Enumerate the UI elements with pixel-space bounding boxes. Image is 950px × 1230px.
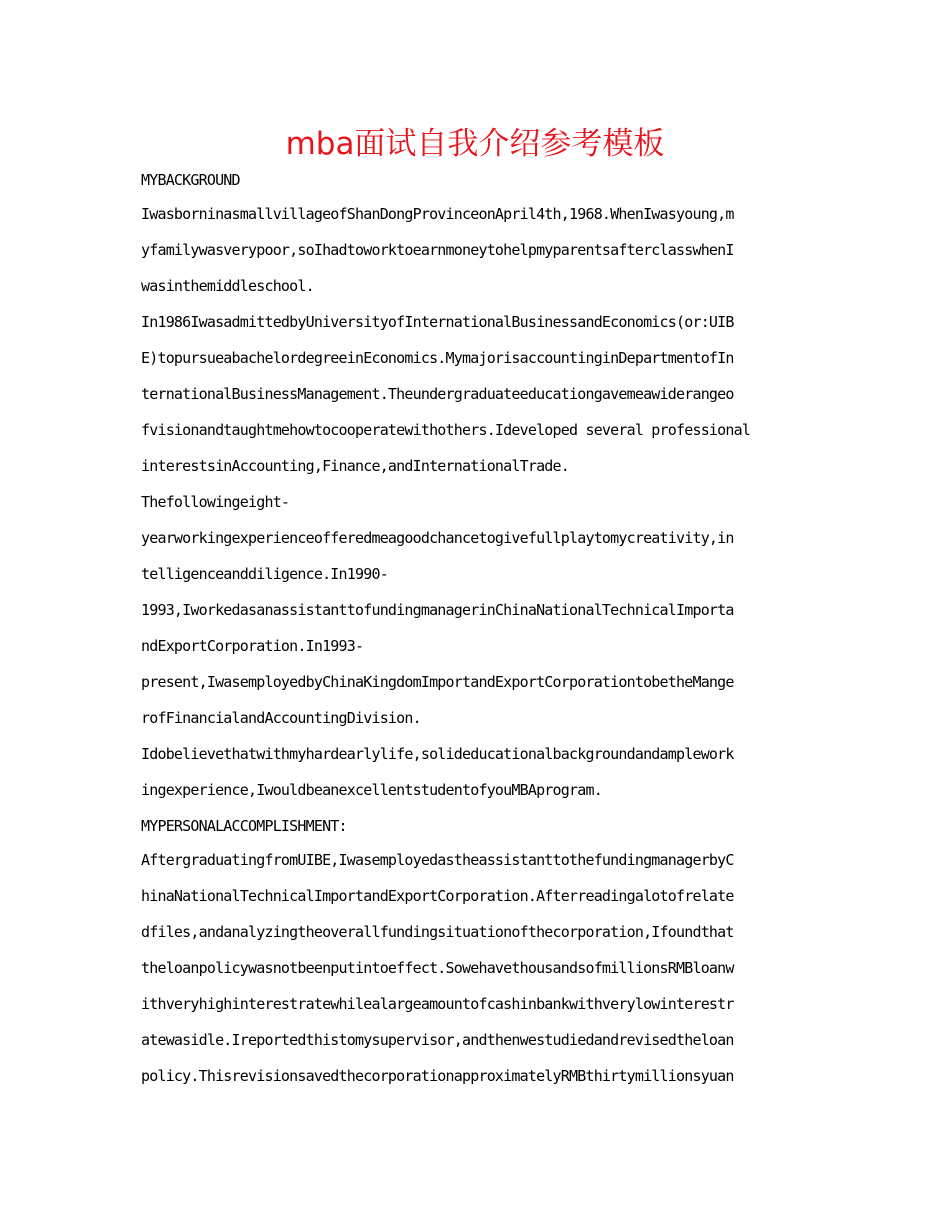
body-line: hinaNationalTechnicalImportandExportCorporation.Afterreadingalotofrelate [141,887,734,905]
body-line: IwasborninasmallvillageofShanDongProvinceonApril4th,1968.WhenIwasyoung,m [141,205,734,223]
body-line: AftergraduatingfromUIBE,IwasemployedastheassistanttothefundingmanagerbyC [141,851,734,869]
body-line: ingexperience,IwouldbeanexcellentstudentofyouMBAprogram. [141,781,602,799]
body-line: Idobelievethatwithmyhardearlylife,solideducationalbackgroundandamplework [141,745,734,763]
body-line: ternationalBusinessManagement.Theundergraduateeducationgavemeawiderangeo [141,385,734,403]
body-line: yearworkingexperienceofferedmeagoodchancetogivefullplaytomycreativity,in [141,529,734,547]
body-line: yfamilywasverypoor,soIhadtoworktoearnmoneytohelpmyparentsafterclasswhenI [141,241,734,259]
body-line: policy.ThisrevisionsavedthecorporationapproximatelyRMBthirtymillionsyuan [141,1067,734,1085]
body-line: rofFinancialandAccountingDivision. [141,709,421,727]
body-line: In1986IwasadmittedbyUniversityofInternationalBusinessandEconomics(or:UIB [141,313,734,331]
section-heading-accomplishment: MYPERSONALACCOMPLISHMENT: [141,817,347,835]
body-line: Thefollowingeight- [141,493,290,511]
body-line: theloanpolicywasnotbeenputintoeffect.SowehavethousandsofmillionsRMBloanw [141,959,734,977]
body-line: fvisionandtaughtmehowtocooperatewithothers.Ideveloped several professional [141,421,751,439]
body-line: wasinthemiddleschool. [141,277,314,295]
body-line: telligenceanddiligence.In1990- [141,565,388,583]
document-title: mba面试自我介绍参考模板 [285,126,665,162]
body-line: ithveryhighinterestratewhilealargeamountofcashinbankwithverylowinterestr [141,995,734,1013]
body-line: present,IwasemployedbyChinaKingdomImportandExportCorporationtobetheMange [141,673,734,691]
document-body [141,170,813,1102]
body-line: atewasidle.Ireportedthistomysupervisor,andthenwestudiedandrevisedtheloan [141,1031,734,1049]
body-line: 1993,IworkedasanassistanttofundingmanagerinChinaNationalTechnicalImporta [141,601,734,619]
body-line: ndExportCorporation.In1993- [141,637,364,655]
body-line: dfiles,andanalyzingtheoverallfundingsituationofthecorporation,Ifoundthat [141,923,734,941]
section-heading-background: MYBACKGROUND [141,171,240,189]
body-line: E)topursueabachelordegreeinEconomics.MymajorisaccountinginDepartmentofIn [141,349,734,367]
body-line: interestsinAccounting,Finance,andInternationalTrade. [141,457,570,475]
